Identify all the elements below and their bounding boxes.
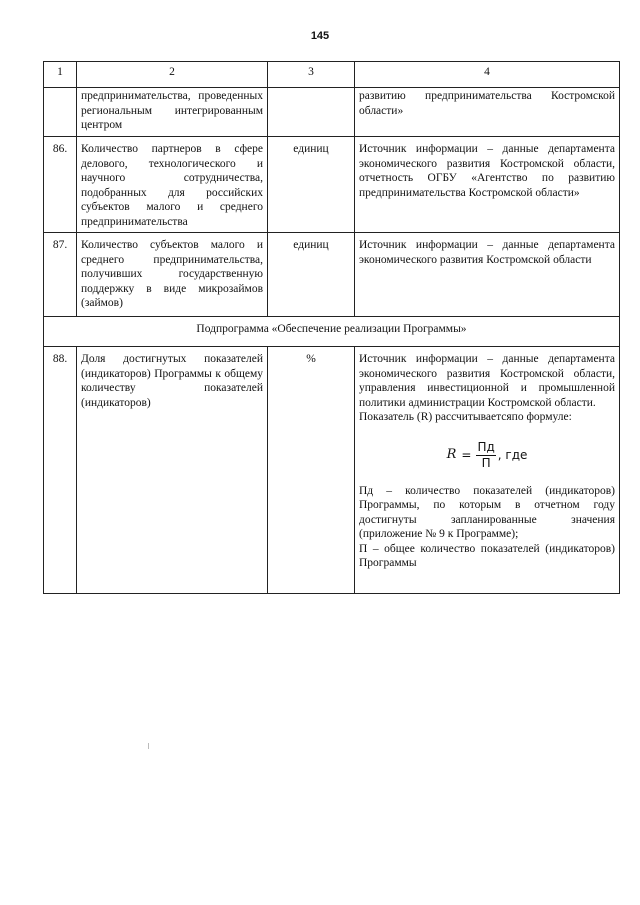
row-number-cell — [44, 88, 77, 137]
source-text: Источник информации – данные департамента экономического развития Костромской области — [359, 239, 615, 266]
unit: % — [268, 347, 355, 594]
definition-p: П – общее количество показателей (индикаторов) Программы — [359, 542, 615, 569]
source-cell — [355, 347, 620, 594]
column-header-3: 3 — [268, 62, 355, 88]
unit: единиц — [268, 233, 355, 317]
formula-denominator: П — [481, 455, 491, 470]
column-header-2: 2 — [77, 62, 268, 88]
source-text: развитию предпринимательства Костромской области» — [359, 90, 615, 117]
table-row-86 — [44, 137, 620, 233]
unit: единиц — [268, 137, 355, 233]
row-number: 87. — [44, 233, 77, 317]
formula-lhs: R — [446, 446, 457, 462]
column-header-4: 4 — [355, 62, 620, 88]
indicator-name: Количество партнеров в сфере делового, технологического и научного сотрудничества, подобранных для российских субъектов малого и среднего предпринимательства — [81, 143, 263, 228]
subprogram-row — [44, 317, 620, 347]
formula-suffix: , где — [497, 447, 528, 462]
row-number: 88. — [44, 347, 77, 594]
page-number: 145 — [310, 30, 330, 42]
source-cell — [355, 88, 620, 137]
row-number: 86. — [44, 137, 77, 233]
indicator-name-cell — [77, 137, 268, 233]
unit-cell — [268, 88, 355, 137]
table-row-88 — [44, 347, 620, 594]
table-row-continuation — [44, 88, 620, 137]
indicator-name: предпринимательства, проведенных региональным интегрированным центром — [81, 90, 263, 131]
indicator-name: Количество субъектов малого и среднего предпринимательства, получивших государственную поддержку в виде микрозаймов (займов) — [81, 239, 263, 309]
table-row-87 — [44, 233, 620, 317]
indicator-name-cell — [77, 233, 268, 317]
table-header-row — [44, 62, 620, 88]
definition-pd: Пд – количество показателей (индикаторов) Программы, по которым в отчетном году достигнуты запланированные значения (приложение № 9 к Программе); — [359, 484, 615, 540]
formula-intro: Показатель (R) рассчитываетсяпо формуле: — [359, 411, 572, 423]
source-intro: Источник информации – данные департамента экономического развития Костромской области, управления инвестиционной и промышленной политики администрации Костромской области. — [359, 353, 615, 409]
indicator-name-cell — [77, 347, 268, 594]
indicator-name: Доля достигнутых показателей (индикаторов) Программы к общему количеству показателей (индикаторов) — [81, 353, 263, 409]
source-cell — [355, 233, 620, 317]
indicator-name-cell — [77, 88, 268, 137]
formula — [359, 441, 615, 470]
source-text: Источник информации – данные департамента экономического развития Костромской области, отчетность ОГБУ «Агентство по развитию предпринимательства Костромской области» — [359, 143, 615, 199]
formula-fraction — [476, 441, 495, 470]
formula-numerator: Пд — [477, 439, 495, 454]
subprogram-title: Подпрограмма «Обеспечение реализации Программы» — [44, 317, 620, 347]
formula-equals: = — [461, 447, 472, 462]
scan-mark — [148, 743, 149, 749]
source-cell — [355, 137, 620, 233]
indicators-table — [43, 61, 620, 594]
column-header-1: 1 — [44, 62, 77, 88]
